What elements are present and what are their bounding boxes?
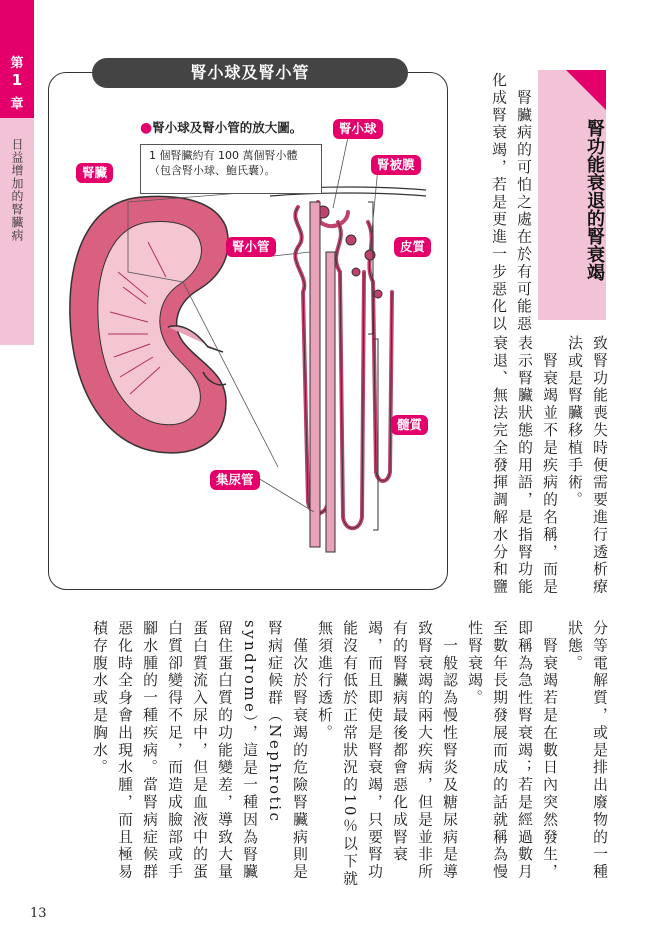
label-glomerulus: 腎小球 (333, 119, 383, 139)
chapter-tab (0, 0, 34, 345)
paragraph: 腎衰竭若是在數日內突然發生，即稱為急性腎衰竭；若是經過數月至數年長期發展而成的話就稱為慢性腎衰竭。 (466, 620, 558, 881)
body-text-bottom (42, 620, 612, 890)
chapter-marker (0, 0, 34, 118)
chapter-title: 日益增加的腎臟病 (10, 138, 24, 242)
label-tubule: 腎小管 (226, 237, 276, 257)
body-text-top-left (452, 335, 612, 605)
section-heading-line1: 腎功能衰退的 (584, 119, 605, 227)
paragraph: 腎臟病的可怕之處在於有可能惡化成腎衰竭，若是更進一步惡化以 (490, 72, 532, 333)
chapter-number: 1 (11, 71, 23, 89)
section-heading (538, 100, 606, 300)
label-collecting-duct: 集尿管 (210, 470, 260, 490)
label-cortex: 皮質 (394, 237, 431, 257)
chapter-prefix: 第 (10, 56, 24, 71)
label-bowman-capsule: 腎被膜 (371, 155, 421, 175)
paragraph: 一般認為慢性腎炎及糖尿病是導致腎衰竭的兩大疾病，但是並非所有的腎臟病最後都會惡化成腎衰竭，而且即使是腎衰竭，只要腎功能沒有低於正常狀況的10％以下就無須進行透析。 (316, 620, 458, 888)
paragraph: 致腎功能喪失時便需要進行透析療法或是腎臟移植手術。 (566, 335, 608, 596)
paragraph: 腎衰竭並不是疾病的名稱，而是表示腎臟狀態的用語，是指腎功能衰退、無法完全發揮調解水分和鹽 (491, 335, 558, 596)
figure-title: 腎小球及腎小管 (92, 58, 408, 88)
label-medulla: 髓質 (391, 415, 428, 435)
collecting-duct (310, 202, 335, 552)
body-text-top-right (452, 72, 536, 334)
figure-note: 1 個腎臟約有 100 萬個腎小體（包含腎小球、鮑氏囊）。 (140, 144, 322, 194)
section-heading-line2: 腎衰竭 (584, 227, 605, 281)
chapter-suffix: 章 (10, 97, 24, 112)
figure-caption-text: 腎小球及腎小管的放大圖。 (152, 120, 303, 135)
figure-caption (140, 118, 302, 136)
kidney-drawing (70, 196, 228, 452)
bullet-dot-icon: ● (140, 120, 153, 136)
paragraph: 僅次於腎衰竭的危險腎臟病則是腎病症候群（Nephrotic syndrome），這是一種因為腎臟留住蛋白質的功能變差，導致大量蛋白質流入尿中，但是血液中的蛋白質卻變得不足，而造成臉部或手腳水腫的一種疾病。當腎病症候群惡化時全身會出現水腫，而且極易積存腹水或是胸水。 (91, 620, 308, 882)
page-number: 13 (30, 906, 47, 921)
label-kidney: 腎臟 (76, 163, 113, 183)
paragraph: 分等電解質，或是排出廢物的一種狀態。 (566, 620, 608, 881)
